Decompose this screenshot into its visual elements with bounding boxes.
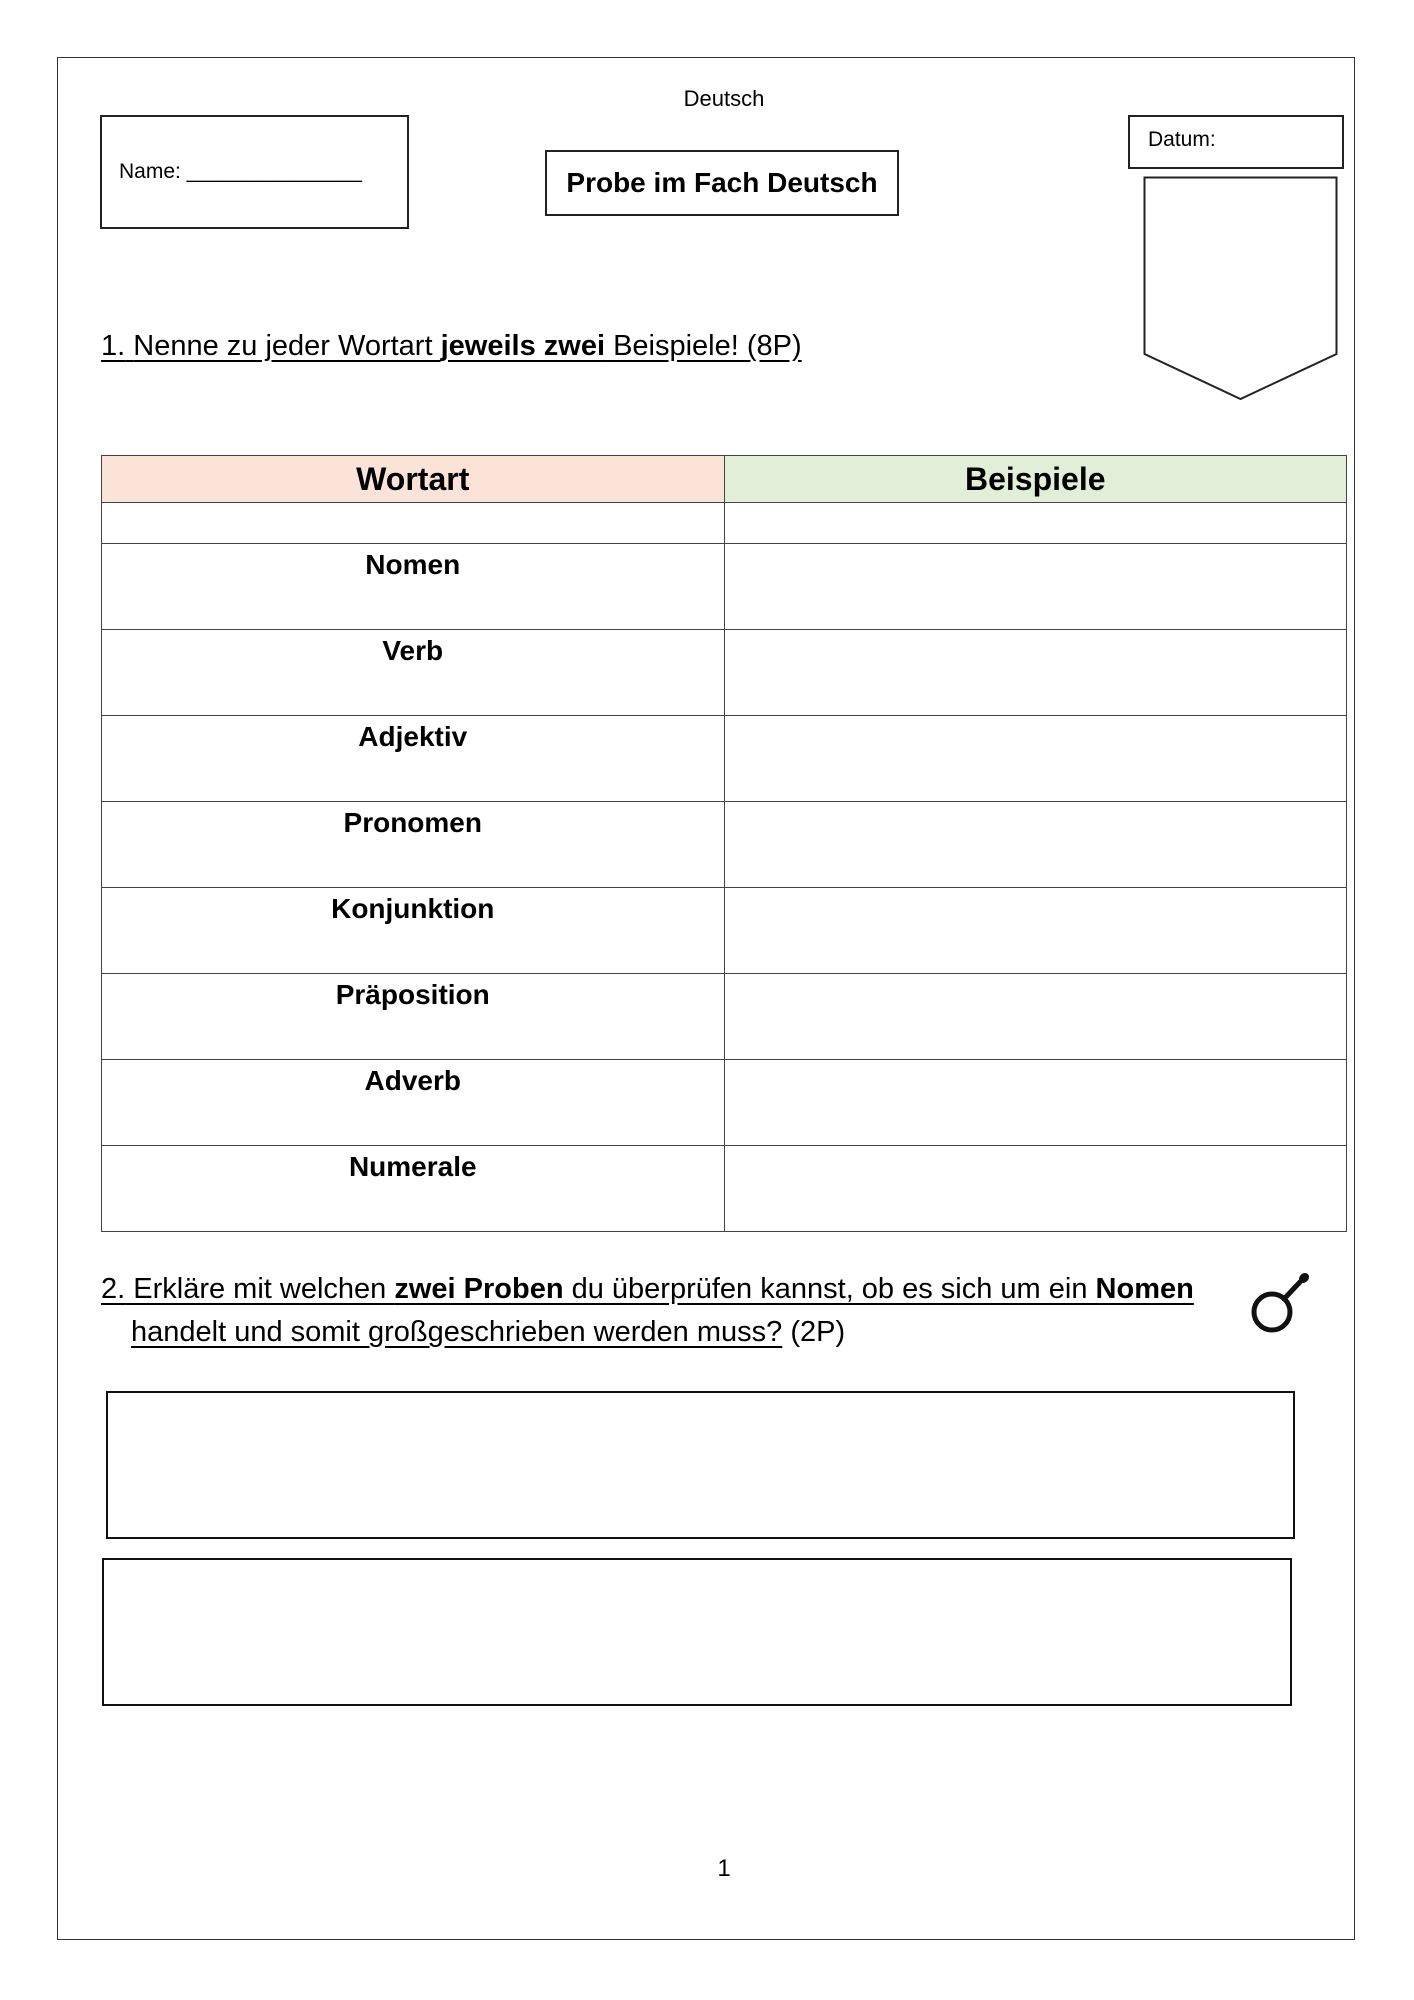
task-2-line-1 xyxy=(101,1268,1241,1311)
task-2-points: (2P) xyxy=(782,1316,846,1348)
subject-label: Deutsch xyxy=(683,86,765,111)
beispiele-cell[interactable] xyxy=(724,630,1347,716)
wortart-cell: Pronomen xyxy=(102,802,725,888)
task-2-number: 2. xyxy=(101,1273,126,1305)
grade-shield-icon[interactable] xyxy=(1143,176,1339,402)
task-1-text-bold: jeweils zwei xyxy=(440,330,606,362)
task-2-part-1: Erkläre mit welchen xyxy=(125,1273,395,1305)
beispiele-cell[interactable] xyxy=(724,716,1347,802)
task-1-number: 1. xyxy=(101,330,126,362)
wortart-cell: Verb xyxy=(102,630,725,716)
beispiele-cell-blank[interactable] xyxy=(724,503,1347,544)
beispiele-cell[interactable] xyxy=(724,1146,1347,1232)
task-2-line-2 xyxy=(101,1311,1241,1354)
table-row xyxy=(102,802,1347,888)
table-row xyxy=(102,974,1347,1060)
table-row-blank xyxy=(102,503,1347,544)
wortart-cell-blank xyxy=(102,503,725,544)
table-row xyxy=(102,1060,1347,1146)
page-number: 1 xyxy=(717,1855,731,1882)
table-row xyxy=(102,716,1347,802)
date-label: Datum: xyxy=(1148,128,1216,151)
task-2-bold-1: zwei Proben xyxy=(394,1273,564,1305)
table-row xyxy=(102,888,1347,974)
magnifier-icon xyxy=(1248,1270,1314,1336)
beispiele-cell[interactable] xyxy=(724,544,1347,630)
table-row xyxy=(102,544,1347,630)
table-row xyxy=(102,630,1347,716)
task-2-instruction xyxy=(101,1268,1241,1354)
task-2-bold-2: Nomen xyxy=(1095,1273,1194,1305)
wortart-cell: Nomen xyxy=(102,544,725,630)
task-2-line-2-text: handelt und somit großgeschrieben werden muss? xyxy=(131,1316,783,1348)
beispiele-cell[interactable] xyxy=(724,1060,1347,1146)
task-2-part-2: du überprüfen kannst, ob es sich um ein xyxy=(563,1273,1096,1305)
beispiele-cell[interactable] xyxy=(724,974,1347,1060)
header-beispiele: Beispiele xyxy=(724,456,1347,503)
beispiele-cell[interactable] xyxy=(724,802,1347,888)
wortart-cell: Adverb xyxy=(102,1060,725,1146)
date-field[interactable] xyxy=(1128,115,1344,169)
wortart-cell: Numerale xyxy=(102,1146,725,1232)
task-1-text-before: Nenne zu jeder Wortart xyxy=(133,330,441,362)
wortart-cell: Präposition xyxy=(102,974,725,1060)
beispiele-cell[interactable] xyxy=(724,888,1347,974)
task-1-text-after: Beispiele! (8P) xyxy=(605,330,802,362)
task-1-instruction xyxy=(101,330,802,363)
name-field[interactable] xyxy=(100,115,409,229)
wortart-cell: Konjunktion xyxy=(102,888,725,974)
page-title: Probe im Fach Deutsch xyxy=(545,150,899,216)
wortart-table xyxy=(101,455,1347,1232)
name-label: Name: _______________ xyxy=(119,160,362,183)
wortart-cell: Adjektiv xyxy=(102,716,725,802)
header-wortart: Wortart xyxy=(102,456,725,503)
table-row xyxy=(102,1146,1347,1232)
answer-box-1[interactable] xyxy=(106,1391,1295,1539)
answer-box-2[interactable] xyxy=(102,1558,1292,1706)
